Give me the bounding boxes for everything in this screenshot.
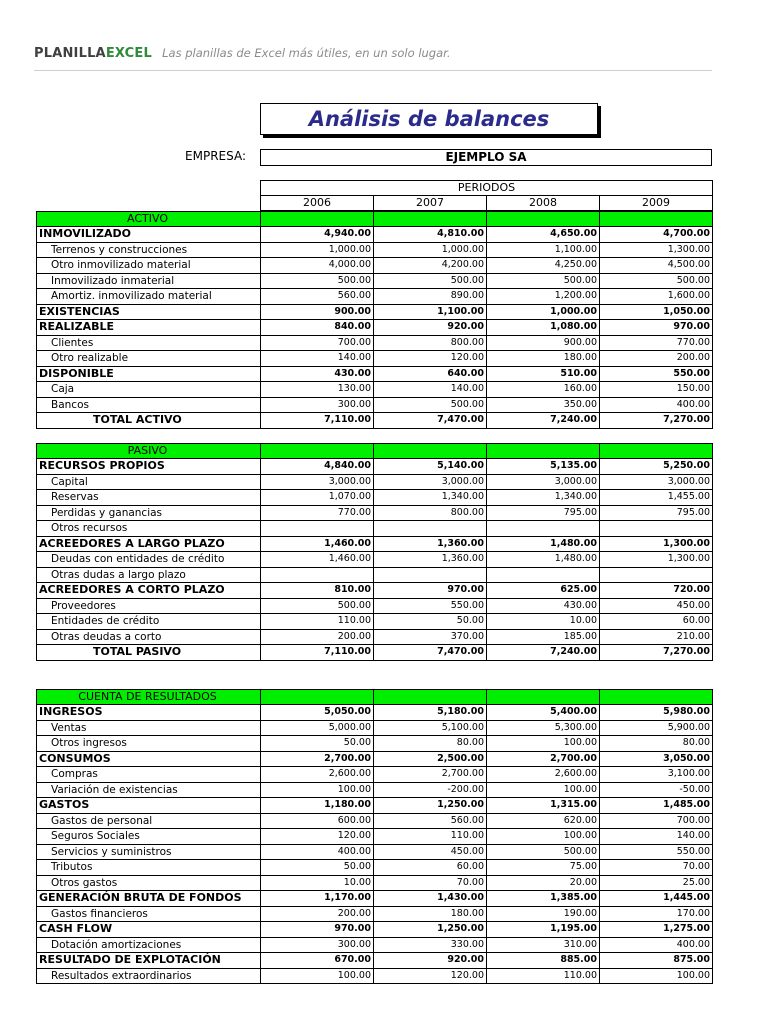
value-cell[interactable]: 770.00 [600,335,713,351]
value-cell[interactable] [261,521,374,537]
value-cell[interactable]: 1,170.00 [261,891,374,907]
value-cell[interactable]: 560.00 [261,289,374,305]
value-cell[interactable]: 450.00 [374,844,487,860]
value-cell[interactable]: 500.00 [261,273,374,289]
value-cell[interactable]: 100.00 [600,968,713,984]
row-label: Deudas con entidades de crédito [37,552,261,568]
row-label: INGRESOS [37,705,261,721]
table-row [37,860,713,876]
table-row [37,351,713,367]
value-cell[interactable]: 400.00 [600,397,713,413]
value-cell[interactable]: 100.00 [487,829,600,845]
row-label: Resultados extraordinarios [37,968,261,984]
value-cell[interactable]: 500.00 [487,273,600,289]
table-row [37,413,713,429]
section-header-cell [374,212,487,227]
value-cell[interactable]: 25.00 [600,875,713,891]
row-label: Gastos financieros [37,906,261,922]
value-cell[interactable]: 70.00 [600,860,713,876]
row-label: Caja [37,382,261,398]
value-cell[interactable]: 875.00 [600,953,713,969]
value-cell[interactable]: 1,195.00 [487,922,600,938]
value-cell[interactable]: 2,600.00 [487,767,600,783]
value-cell[interactable]: 5,140.00 [374,459,487,475]
value-cell[interactable]: 1,480.00 [487,552,600,568]
value-cell[interactable]: 1,455.00 [600,490,713,506]
value-cell[interactable]: 5,100.00 [374,720,487,736]
value-cell[interactable]: 130.00 [261,382,374,398]
value-cell[interactable]: 60.00 [600,614,713,630]
value-cell[interactable]: 100.00 [261,782,374,798]
value-cell[interactable]: 20.00 [487,875,600,891]
value-cell[interactable]: 4,810.00 [374,227,487,243]
row-label: REALIZABLE [37,320,261,336]
value-cell[interactable]: 970.00 [600,320,713,336]
value-cell[interactable]: 7,470.00 [374,645,487,661]
table-row [37,751,713,767]
value-cell[interactable]: 890.00 [374,289,487,305]
table-row [37,505,713,521]
value-cell[interactable]: 200.00 [261,629,374,645]
value-cell[interactable]: 7,240.00 [487,645,600,661]
value-cell[interactable]: 1,080.00 [487,320,600,336]
row-label: Otros recursos [37,521,261,537]
value-cell[interactable]: 370.00 [374,629,487,645]
section-header-cell [261,212,374,227]
value-cell[interactable]: 620.00 [487,813,600,829]
table-row [37,258,713,274]
table-row [37,273,713,289]
row-label: Inmovilizado inmaterial [37,273,261,289]
table-row [37,614,713,630]
row-label: TOTAL PASIVO [37,645,261,661]
value-cell[interactable]: 3,000.00 [374,474,487,490]
value-cell[interactable]: 1,000.00 [261,242,374,258]
row-label: Otros gastos [37,875,261,891]
value-cell[interactable]: 140.00 [261,351,374,367]
value-cell[interactable]: 770.00 [261,505,374,521]
row-label: Terrenos y construcciones [37,242,261,258]
value-cell[interactable]: 2,700.00 [374,767,487,783]
value-cell[interactable]: 100.00 [487,736,600,752]
row-label: Perdidas y ganancias [37,505,261,521]
table-row [37,598,713,614]
table-row [37,705,713,721]
value-cell[interactable] [600,567,713,583]
row-label: Bancos [37,397,261,413]
table-row [37,490,713,506]
value-cell[interactable]: 430.00 [487,598,600,614]
row-label: Ventas [37,720,261,736]
value-cell[interactable]: 1,070.00 [261,490,374,506]
table-row [37,304,713,320]
value-cell[interactable]: 1,050.00 [600,304,713,320]
value-cell[interactable]: 170.00 [600,906,713,922]
value-cell[interactable]: 700.00 [261,335,374,351]
row-label: GASTOS [37,798,261,814]
value-cell[interactable]: 1,300.00 [600,242,713,258]
table-row [37,906,713,922]
value-cell[interactable]: 1,180.00 [261,798,374,814]
value-cell[interactable]: 1,460.00 [261,536,374,552]
value-cell[interactable]: 840.00 [261,320,374,336]
value-cell[interactable]: 550.00 [600,844,713,860]
section-header: ACTIVO [37,212,261,227]
periods-label: PERIODOS [261,181,713,196]
row-label: Dotación amortizaciones [37,937,261,953]
value-cell[interactable]: -200.00 [374,782,487,798]
row-label: Reservas [37,490,261,506]
row-label: RESULTADO DE EXPLOTACIÓN [37,953,261,969]
value-cell[interactable]: 200.00 [600,351,713,367]
value-cell[interactable]: 75.00 [487,860,600,876]
row-label: Otras dudas a largo plazo [37,567,261,583]
value-cell[interactable]: 500.00 [374,273,487,289]
value-cell[interactable]: 4,940.00 [261,227,374,243]
value-cell[interactable]: 900.00 [261,304,374,320]
value-cell[interactable] [374,521,487,537]
value-cell[interactable]: 110.00 [374,829,487,845]
table-row [37,583,713,599]
table-row [37,875,713,891]
value-cell[interactable]: 185.00 [487,629,600,645]
year-cell: 2008 [487,196,600,211]
table-row [37,536,713,552]
value-cell[interactable]: 50.00 [261,860,374,876]
value-cell[interactable]: 350.00 [487,397,600,413]
table-row [37,227,713,243]
page-title: Análisis de balances [260,103,598,135]
row-label: Otro inmovilizado material [37,258,261,274]
value-cell[interactable]: 1,200.00 [487,289,600,305]
table-row [37,767,713,783]
table-row [37,459,713,475]
row-label: Gastos de personal [37,813,261,829]
value-cell[interactable]: 1,300.00 [600,536,713,552]
value-cell[interactable]: 1,485.00 [600,798,713,814]
value-cell[interactable]: 1,340.00 [374,490,487,506]
value-cell[interactable]: 80.00 [600,736,713,752]
value-cell[interactable]: 1,000.00 [487,304,600,320]
value-cell[interactable]: 1,250.00 [374,922,487,938]
value-cell[interactable]: 210.00 [600,629,713,645]
value-cell[interactable]: 3,000.00 [487,474,600,490]
value-cell[interactable]: 4,650.00 [487,227,600,243]
value-cell[interactable]: 5,980.00 [600,705,713,721]
row-label: INMOVILIZADO [37,227,261,243]
value-cell[interactable] [487,521,600,537]
value-cell[interactable]: 720.00 [600,583,713,599]
value-cell[interactable]: 795.00 [600,505,713,521]
value-cell[interactable]: 670.00 [261,953,374,969]
value-cell[interactable]: 80.00 [374,736,487,752]
value-cell[interactable]: 4,000.00 [261,258,374,274]
row-label: CONSUMOS [37,751,261,767]
value-cell[interactable]: 1,100.00 [487,242,600,258]
table-row [37,798,713,814]
value-cell[interactable]: 1,445.00 [600,891,713,907]
value-cell[interactable]: 700.00 [600,813,713,829]
value-cell[interactable]: 4,250.00 [487,258,600,274]
brand-part1: PLANILLA [34,46,106,61]
row-label: CASH FLOW [37,922,261,938]
table-row [37,844,713,860]
value-cell[interactable]: 1,300.00 [600,552,713,568]
value-cell[interactable]: 1,360.00 [374,536,487,552]
value-cell[interactable]: 5,300.00 [487,720,600,736]
value-cell[interactable]: 3,000.00 [261,474,374,490]
header-divider [34,70,712,71]
year-cell: 2006 [261,196,374,211]
value-cell[interactable]: 450.00 [600,598,713,614]
value-cell[interactable]: 4,840.00 [261,459,374,475]
value-cell[interactable]: 140.00 [600,829,713,845]
row-label: GENERACIÓN BRUTA DE FONDOS [37,891,261,907]
value-cell[interactable]: 110.00 [487,968,600,984]
brand-tagline: Las planillas de Excel más útiles, en un solo lugar. [162,46,451,60]
value-cell[interactable]: 800.00 [374,505,487,521]
table-row [37,953,713,969]
section-header-cell [600,690,713,705]
value-cell[interactable]: 600.00 [261,813,374,829]
value-cell[interactable]: 1,100.00 [374,304,487,320]
section-header-cell [487,444,600,459]
section-header-cell [374,444,487,459]
value-cell[interactable]: 7,110.00 [261,413,374,429]
empresa-value[interactable]: EJEMPLO SA [260,149,712,166]
value-cell[interactable]: 120.00 [261,829,374,845]
value-cell[interactable]: 1,600.00 [600,289,713,305]
value-cell[interactable]: 3,050.00 [600,751,713,767]
brand-logo [34,46,450,61]
row-label: Entidades de crédito [37,614,261,630]
table-row [37,937,713,953]
value-cell[interactable]: 120.00 [374,351,487,367]
empresa-label: EMPRESA: [185,149,246,163]
value-cell[interactable]: 50.00 [374,614,487,630]
value-cell[interactable]: 795.00 [487,505,600,521]
table-row [37,474,713,490]
value-cell[interactable]: 110.00 [261,614,374,630]
value-cell[interactable]: 550.00 [374,598,487,614]
value-cell[interactable]: 625.00 [487,583,600,599]
value-cell[interactable]: 400.00 [261,844,374,860]
row-label: Variación de existencias [37,782,261,798]
value-cell[interactable]: 1,385.00 [487,891,600,907]
value-cell[interactable]: 430.00 [261,366,374,382]
value-cell[interactable]: 7,270.00 [600,413,713,429]
value-cell[interactable]: 885.00 [487,953,600,969]
value-cell[interactable] [600,521,713,537]
value-cell[interactable]: 5,050.00 [261,705,374,721]
row-label: Otras deudas a corto [37,629,261,645]
row-label: EXISTENCIAS [37,304,261,320]
table-row [37,968,713,984]
value-cell[interactable]: 7,240.00 [487,413,600,429]
row-label: Clientes [37,335,261,351]
value-cell[interactable]: 180.00 [487,351,600,367]
value-cell[interactable]: 180.00 [374,906,487,922]
value-cell[interactable]: 4,500.00 [600,258,713,274]
value-cell[interactable]: 1,315.00 [487,798,600,814]
value-cell[interactable] [487,567,600,583]
table-row [37,645,713,661]
value-cell[interactable]: 10.00 [487,614,600,630]
section-header-row [37,444,713,459]
value-cell[interactable]: 120.00 [374,968,487,984]
brand-part2: EXCEL [105,46,152,61]
value-cell[interactable]: 400.00 [600,937,713,953]
value-cell[interactable]: 70.00 [374,875,487,891]
row-label: Seguros Sociales [37,829,261,845]
section-header-cell [600,212,713,227]
table-row [37,382,713,398]
value-cell[interactable]: 1,250.00 [374,798,487,814]
value-cell[interactable]: 810.00 [261,583,374,599]
table-row [37,922,713,938]
row-label: DISPONIBLE [37,366,261,382]
section-header-row [37,690,713,705]
resultados-table [36,689,713,984]
activo-table [36,211,713,429]
value-cell[interactable]: 5,900.00 [600,720,713,736]
value-cell[interactable]: 920.00 [374,320,487,336]
value-cell[interactable]: 300.00 [261,937,374,953]
value-cell[interactable]: 900.00 [487,335,600,351]
value-cell[interactable]: 5,180.00 [374,705,487,721]
value-cell[interactable]: 2,700.00 [261,751,374,767]
value-cell[interactable]: 560.00 [374,813,487,829]
value-cell[interactable]: 310.00 [487,937,600,953]
value-cell[interactable]: 10.00 [261,875,374,891]
section-header-cell [487,212,600,227]
value-cell[interactable]: 510.00 [487,366,600,382]
section-header-cell [487,690,600,705]
value-cell[interactable]: 500.00 [261,598,374,614]
section-header-cell [600,444,713,459]
pasivo-table [36,443,713,661]
value-cell[interactable]: 5,400.00 [487,705,600,721]
value-cell[interactable]: 190.00 [487,906,600,922]
row-label: Otros ingresos [37,736,261,752]
value-cell[interactable]: 200.00 [261,906,374,922]
table-row [37,397,713,413]
table-row [37,242,713,258]
value-cell[interactable]: 100.00 [487,782,600,798]
row-label: Servicios y suministros [37,844,261,860]
row-label: TOTAL ACTIVO [37,413,261,429]
value-cell[interactable]: 920.00 [374,953,487,969]
row-label: Tributos [37,860,261,876]
value-cell[interactable]: 4,700.00 [600,227,713,243]
table-row [37,320,713,336]
section-header-row [37,212,713,227]
table-row [37,567,713,583]
value-cell[interactable]: 330.00 [374,937,487,953]
year-cell: 2009 [600,196,713,211]
value-cell[interactable]: 300.00 [261,397,374,413]
table-row [37,736,713,752]
value-cell[interactable]: 7,470.00 [374,413,487,429]
value-cell[interactable]: 60.00 [374,860,487,876]
value-cell[interactable]: -50.00 [600,782,713,798]
value-cell[interactable]: 800.00 [374,335,487,351]
value-cell[interactable]: 550.00 [600,366,713,382]
table-row [37,782,713,798]
table-row [37,552,713,568]
value-cell[interactable]: 1,460.00 [261,552,374,568]
table-row [37,629,713,645]
value-cell[interactable]: 5,250.00 [600,459,713,475]
value-cell[interactable]: 160.00 [487,382,600,398]
row-label: Otro realizable [37,351,261,367]
value-cell[interactable]: 4,200.00 [374,258,487,274]
value-cell[interactable]: 1,360.00 [374,552,487,568]
value-cell[interactable]: 7,110.00 [261,645,374,661]
value-cell[interactable]: 50.00 [261,736,374,752]
value-cell[interactable]: 500.00 [487,844,600,860]
value-cell[interactable]: 500.00 [374,397,487,413]
value-cell[interactable]: 2,600.00 [261,767,374,783]
row-label: RECURSOS PROPIOS [37,459,261,475]
value-cell[interactable]: 3,000.00 [600,474,713,490]
value-cell[interactable]: 2,500.00 [374,751,487,767]
value-cell[interactable] [374,567,487,583]
row-label: Proveedores [37,598,261,614]
value-cell[interactable]: 140.00 [374,382,487,398]
value-cell[interactable]: 3,100.00 [600,767,713,783]
table-row [37,720,713,736]
section-header-cell [261,690,374,705]
value-cell[interactable]: 100.00 [261,968,374,984]
value-cell[interactable]: 970.00 [374,583,487,599]
value-cell[interactable]: 1,000.00 [374,242,487,258]
row-label: ACREEDORES A CORTO PLAZO [37,583,261,599]
row-label: Compras [37,767,261,783]
table-row [37,521,713,537]
table-row [37,829,713,845]
value-cell[interactable]: 640.00 [374,366,487,382]
table-row [37,366,713,382]
value-cell[interactable]: 970.00 [261,922,374,938]
value-cell[interactable]: 5,135.00 [487,459,600,475]
value-cell[interactable]: 2,700.00 [487,751,600,767]
value-cell[interactable]: 1,430.00 [374,891,487,907]
year-cell: 2007 [374,196,487,211]
row-label: Amortiz. inmovilizado material [37,289,261,305]
section-header-cell [374,690,487,705]
row-label: ACREEDORES A LARGO PLAZO [37,536,261,552]
value-cell[interactable] [261,567,374,583]
value-cell[interactable]: 1,275.00 [600,922,713,938]
table-row [37,335,713,351]
value-cell[interactable]: 150.00 [600,382,713,398]
table-row [37,891,713,907]
value-cell[interactable]: 1,340.00 [487,490,600,506]
value-cell[interactable]: 7,270.00 [600,645,713,661]
table-row [37,289,713,305]
periods-header [260,180,713,211]
value-cell[interactable]: 1,480.00 [487,536,600,552]
row-label: Capital [37,474,261,490]
value-cell[interactable]: 500.00 [600,273,713,289]
section-header-cell [261,444,374,459]
section-header: PASIVO [37,444,261,459]
table-row [37,813,713,829]
section-header: CUENTA DE RESULTADOS [37,690,261,705]
value-cell[interactable]: 5,000.00 [261,720,374,736]
